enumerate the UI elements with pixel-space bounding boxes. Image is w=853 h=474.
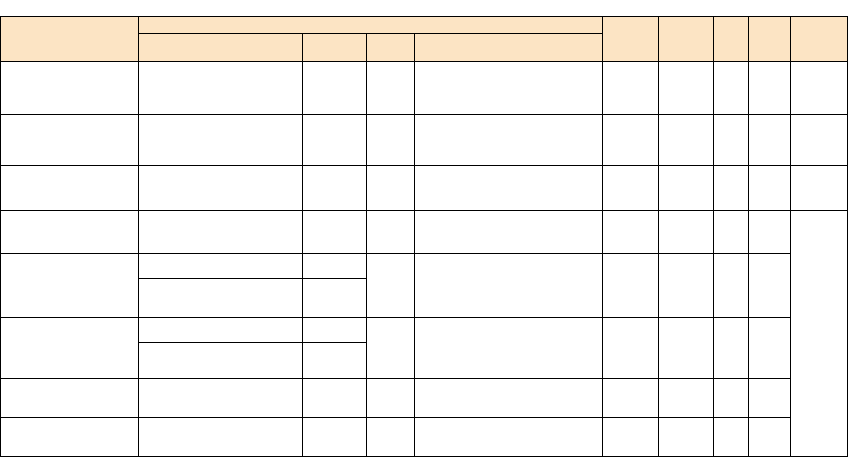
grid-line-v: [602, 61, 603, 456]
grid-line-h: [0, 114, 848, 115]
grid-line-v: [790, 61, 791, 456]
header-background: [0, 16, 847, 61]
grid-line-v: [138, 61, 139, 456]
grid-line-v: [0, 16, 1, 61]
grid-line-h: [0, 61, 848, 62]
grid-line-v: [748, 61, 749, 456]
grid-line-v: [847, 16, 848, 61]
grid-line-v: [847, 61, 848, 456]
grid-line-h: [0, 165, 848, 166]
grid-line-v: [658, 61, 659, 456]
grid-line-v: [748, 16, 749, 61]
grid-line-h: [138, 278, 367, 279]
grid-line-v: [713, 61, 714, 456]
grid-line-v: [414, 61, 415, 456]
grid-line-h: [0, 210, 848, 211]
grid-line-h: [138, 33, 603, 34]
grid-line-h: [0, 253, 791, 254]
grid-line-h: [0, 378, 791, 379]
grid-line-v: [302, 61, 303, 456]
grid-line-v: [790, 16, 791, 61]
grid-line-v: [302, 33, 303, 61]
grid-line-v: [713, 16, 714, 61]
grid-line-h: [0, 317, 791, 318]
grid-line-v: [0, 61, 1, 456]
grid-line-v: [414, 33, 415, 61]
grid-line-v: [658, 16, 659, 61]
grid-line-h: [138, 342, 367, 343]
grid-line-h: [0, 417, 791, 418]
grid-line-v: [366, 33, 367, 61]
grid-line-v: [602, 16, 603, 61]
grid-line-v: [138, 16, 139, 61]
grid-line-h: [0, 456, 848, 457]
grid-line-h: [0, 16, 848, 17]
grid-line-v: [366, 61, 367, 456]
